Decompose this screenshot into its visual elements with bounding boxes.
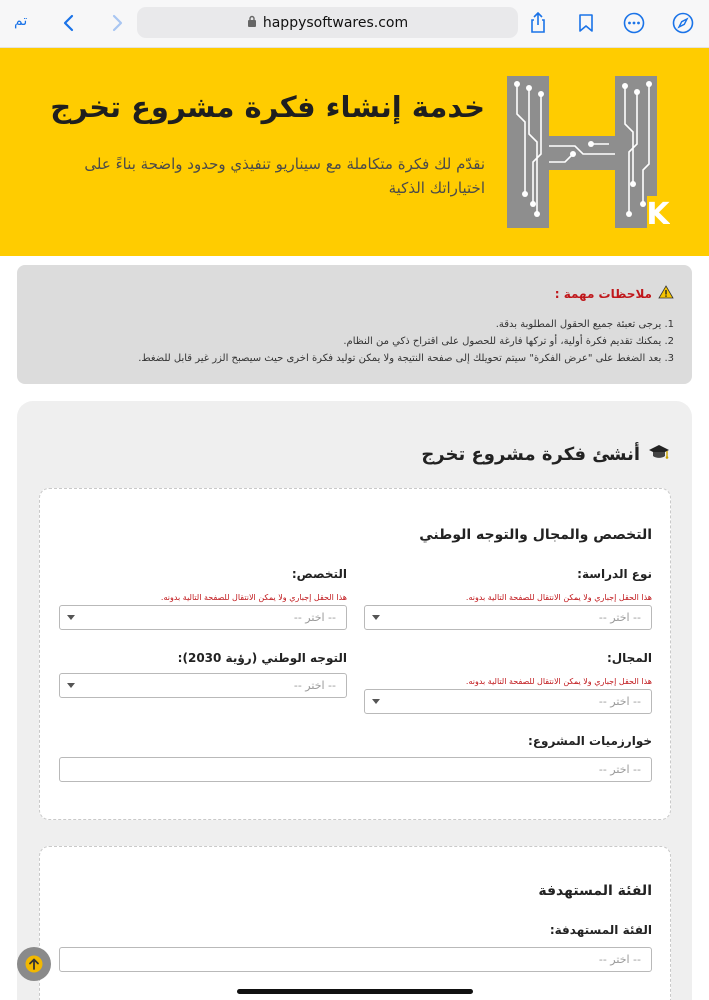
graduation-cap-icon: [648, 443, 670, 466]
note-item: 1. يرجى تعبئة جميع الحقول المطلوبة بدقة.: [495, 319, 674, 330]
field-select[interactable]: [364, 689, 652, 714]
browser-toolbar: [0, 0, 709, 48]
bookmark-icon[interactable]: [573, 10, 599, 36]
header-banner: [0, 48, 709, 256]
specialization-label: التخصص:: [291, 567, 347, 581]
vision-value: -- اختر --: [293, 679, 336, 692]
compass-icon[interactable]: [670, 10, 696, 36]
algorithms-label: خوارزميات المشروع:: [528, 734, 652, 748]
more-icon[interactable]: [621, 10, 647, 36]
notes-box: [17, 265, 692, 384]
field-label: المجال:: [606, 651, 652, 665]
audience-input[interactable]: [59, 947, 652, 972]
audience-value: -- اختر --: [598, 953, 641, 966]
page-subtitle: نقدّم لك فكرة متكاملة مع سيناريو تنفيذي وحدود واضحة بناءً على اختياراتك الذكية: [84, 155, 485, 197]
field-value: -- اختر --: [598, 695, 641, 708]
note-item: 3. بعد الضغط على "عرض الفكرة" سيتم تحويلك إلى صفحة النتيجة ولا يمكن توليد فكرة اخرى حيث سيصبح الزر غير قابل للضغط.: [138, 353, 674, 364]
specialization-select[interactable]: [59, 605, 347, 630]
brand-logo: [505, 74, 670, 234]
vision-label: التوجه الوطني (رؤية 2030):: [177, 651, 347, 665]
note-item: 2. يمكنك تقديم فكرة أولية، أو تركها فارغة للحصول على اقتراح ذكي من النظام.: [343, 336, 674, 347]
done-button[interactable]: تم: [14, 13, 28, 29]
scroll-top-button[interactable]: [17, 947, 51, 981]
form-card: [17, 401, 692, 1000]
notes-list: [35, 316, 674, 367]
specialization-error: هذا الحقل إجباري ولا يمكن الانتقال للصفحة التالية بدونه.: [160, 593, 347, 602]
study-type-value: -- اختر --: [598, 611, 641, 624]
page-title: خدمة إنشاء فكرة مشروع تخرج: [50, 90, 485, 124]
section-target-audience: [39, 846, 671, 1000]
warning-icon: [658, 285, 674, 302]
lock-icon: [247, 15, 257, 31]
chevron-down-icon: [372, 699, 380, 704]
study-type-label: نوع الدراسة:: [577, 567, 652, 581]
vision-select[interactable]: [59, 673, 347, 698]
share-icon[interactable]: [525, 10, 551, 36]
home-indicator: [237, 989, 473, 994]
algorithms-value: -- اختر --: [598, 763, 641, 776]
audience-label: الفئة المستهدفة:: [549, 923, 652, 937]
study-type-select[interactable]: [364, 605, 652, 630]
logo-letter: K: [646, 197, 670, 232]
arrow-up-icon: [25, 955, 43, 973]
form-title-text: أنشئ فكرة مشروع تخرج: [421, 444, 640, 465]
address-bar[interactable]: [137, 7, 518, 38]
notes-heading: [35, 285, 674, 302]
algorithms-input[interactable]: [59, 757, 652, 782]
study-type-error: هذا الحقل إجباري ولا يمكن الانتقال للصفحة التالية بدونه.: [465, 593, 652, 602]
section-title: الفئة المستهدفة: [538, 883, 652, 899]
url-text: happysoftwares.com: [262, 14, 409, 31]
form-title: [421, 443, 670, 466]
chevron-down-icon: [67, 683, 75, 688]
section-specialization: [39, 488, 671, 820]
section-title: التخصص والمجال والتوجه الوطني: [419, 527, 652, 543]
notes-title: ملاحظات مهمة :: [554, 286, 652, 301]
forward-icon[interactable]: [104, 10, 130, 36]
specialization-value: -- اختر --: [293, 611, 336, 624]
chevron-down-icon: [67, 615, 75, 620]
back-icon[interactable]: [56, 10, 82, 36]
field-error: هذا الحقل إجباري ولا يمكن الانتقال للصفحة التالية بدونه.: [465, 677, 652, 686]
chevron-down-icon: [372, 615, 380, 620]
